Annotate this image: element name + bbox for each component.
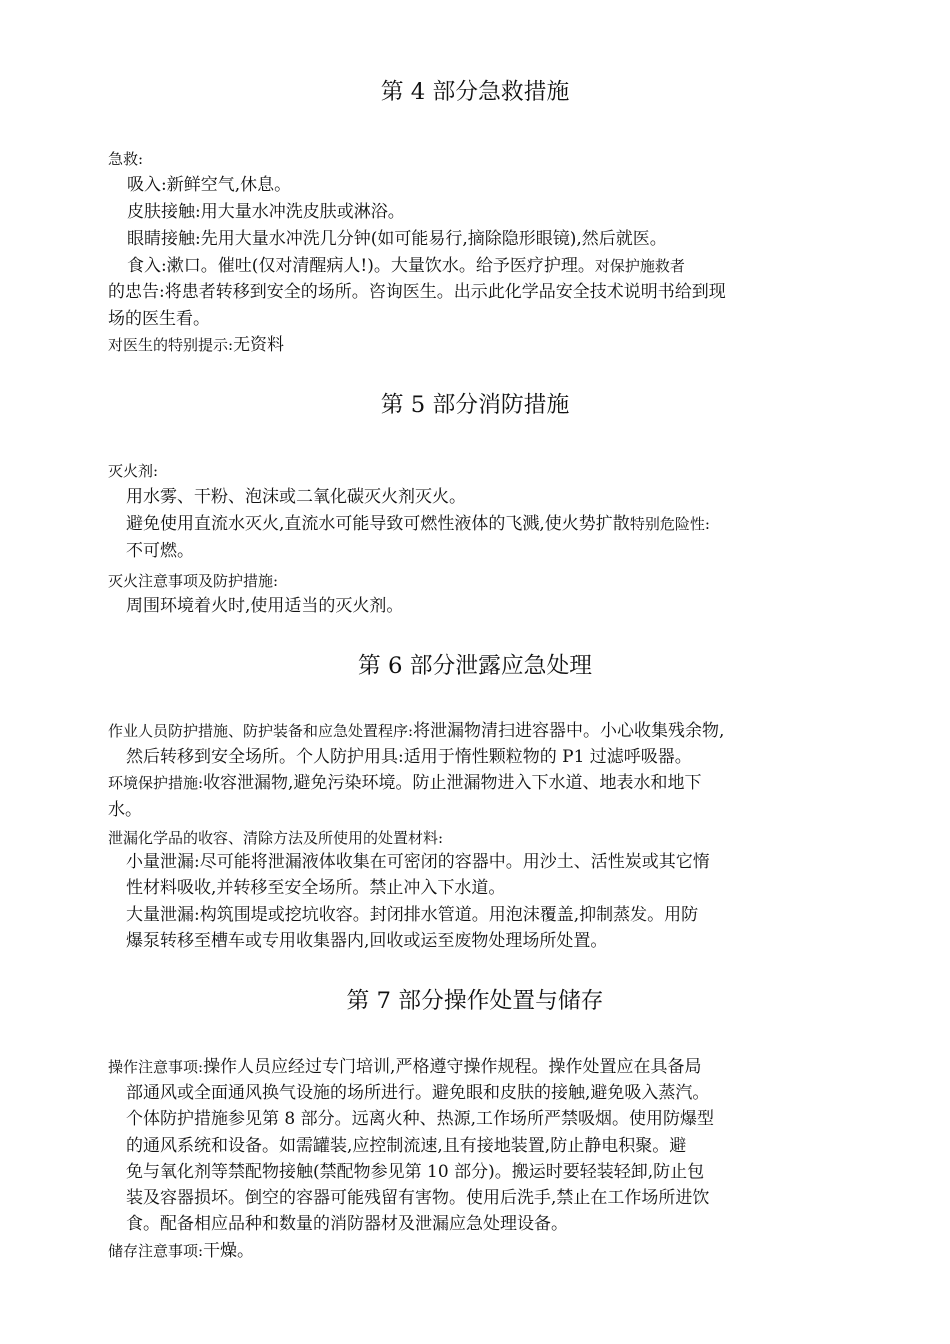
personal-protection-line xyxy=(108,720,724,742)
section-5-heading: 第 5 部分消防措施 xyxy=(380,392,570,418)
ingestion-text: 食入:漱口。催吐(仅对清醒病人!)。大量饮水。给予医疗护理。 xyxy=(127,256,595,276)
handling-text-1: 操作人员应经过专门培训,严格遵守操作规程。操作处置应在具备局 xyxy=(203,1057,702,1077)
handling-line-7: 食。配备相应品种和数量的消防器材及泄漏应急处理设备。 xyxy=(126,1214,568,1234)
storage-line xyxy=(108,1240,254,1262)
environmental-label: 环境保护措施: xyxy=(108,774,204,792)
handling-line-4: 的通风系统和设备。如需罐装,应控制流速,且有接地装置,防止静电积聚。避 xyxy=(126,1136,687,1156)
eye-contact-line: 眼睛接触:先用大量水冲洗几分钟(如可能易行,摘除隐形眼镜),然后就医。 xyxy=(127,229,667,249)
doctor-note-label: 对医生的特别提示: xyxy=(108,336,234,354)
small-spill-line-2: 性材料吸收,并转移至安全场所。禁止冲入下水道。 xyxy=(126,878,506,898)
avoid-water-line xyxy=(126,513,710,535)
handling-line-3: 个体防护措施参见第 8 部分。远离火种、热源,工作场所严禁吸烟。使用防爆型 xyxy=(126,1109,715,1129)
rescuer-advice-line-2: 场的医生看。 xyxy=(108,309,210,329)
handling-line-6: 装及容器损坏。倒空的容器可能残留有害物。使用后洗手,禁止在工作场所进饮 xyxy=(126,1188,710,1208)
storage-label: 储存注意事项: xyxy=(108,1242,204,1260)
rescuer-advice-line: 的忠告:将患者转移到安全的场所。咨询医生。出示此化学品安全技术说明书给到现 xyxy=(108,282,726,302)
small-spill-line: 小量泄漏:尽可能将泄漏液体收集在可密闭的容器中。用沙土、活性炭或其它惰 xyxy=(126,852,710,872)
environmental-line xyxy=(108,772,701,794)
avoid-water-text: 避免使用直流水灭火,直流水可能导致可燃性液体的飞溅,使火势扩散 xyxy=(126,514,630,534)
handling-line-2: 部通风或全面通风换气设施的场所进行。避免眼和皮肤的接触,避免吸入蒸汽。 xyxy=(126,1083,710,1103)
non-flammable-line: 不可燃。 xyxy=(126,541,194,561)
rescuer-advice-label: 对保护施救者 xyxy=(594,257,685,275)
skin-contact-line: 皮肤接触:用大量水冲洗皮肤或淋浴。 xyxy=(127,202,405,222)
large-spill-line-2: 爆泵转移至槽车或专用收集器内,回收或运至废物处理场所处置。 xyxy=(126,931,608,951)
handling-line-1 xyxy=(108,1056,701,1078)
personal-protection-line-2: 然后转移到安全场所。个人防护用具:适用于惰性颗粒物的 P1 过滤呼吸器。 xyxy=(126,747,692,767)
inhalation-line: 吸入:新鲜空气,休息。 xyxy=(127,175,292,195)
firefighting-precaution-label: 灭火注意事项及防护措施: xyxy=(108,572,279,590)
large-spill-line: 大量泄漏:构筑围堤或挖坑收容。封闭排水管道。用泡沫覆盖,抑制蒸发。用防 xyxy=(126,905,699,925)
handling-line-5: 免与氧化剂等禁配物接触(禁配物参见第 10 部分)。搬运时要轻装轻卸,防止包 xyxy=(126,1162,705,1182)
personal-protection-label: 作业人员防护措施、防护装备和应急处置程序: xyxy=(108,722,414,740)
environmental-text: 收容泄漏物,避免污染环境。防止泄漏物进入下水道、地表水和地下 xyxy=(203,773,702,793)
section-6-heading: 第 6 部分泄露应急处理 xyxy=(357,653,593,679)
doctor-note-value: 无资料 xyxy=(233,335,285,355)
doctor-note-line xyxy=(108,334,284,356)
first-aid-label: 急救: xyxy=(108,150,144,168)
extinguishing-media-label: 灭火剂: xyxy=(108,462,159,480)
section-4-heading: 第 4 部分急救措施 xyxy=(380,79,570,105)
firefighting-precaution-line: 周围环境着火时,使用适当的灭火剂。 xyxy=(126,596,404,616)
handling-label: 操作注意事项: xyxy=(108,1058,204,1076)
cleanup-methods-label: 泄漏化学品的收容、清除方法及所使用的处置材料: xyxy=(108,829,444,847)
extinguishing-media-line: 用水雾、干粉、泡沫或二氧化碳灭火剂灭火。 xyxy=(126,487,466,507)
storage-value: 干燥。 xyxy=(203,1241,255,1261)
personal-protection-text: 将泄漏物清扫进容器中。小心收集残余物, xyxy=(413,721,725,741)
special-hazard-label: 特别危险性: xyxy=(629,515,710,533)
ingestion-line xyxy=(127,255,685,277)
environmental-line-2: 水。 xyxy=(108,800,142,820)
section-7-heading: 第 7 部分操作处置与储存 xyxy=(346,988,604,1014)
